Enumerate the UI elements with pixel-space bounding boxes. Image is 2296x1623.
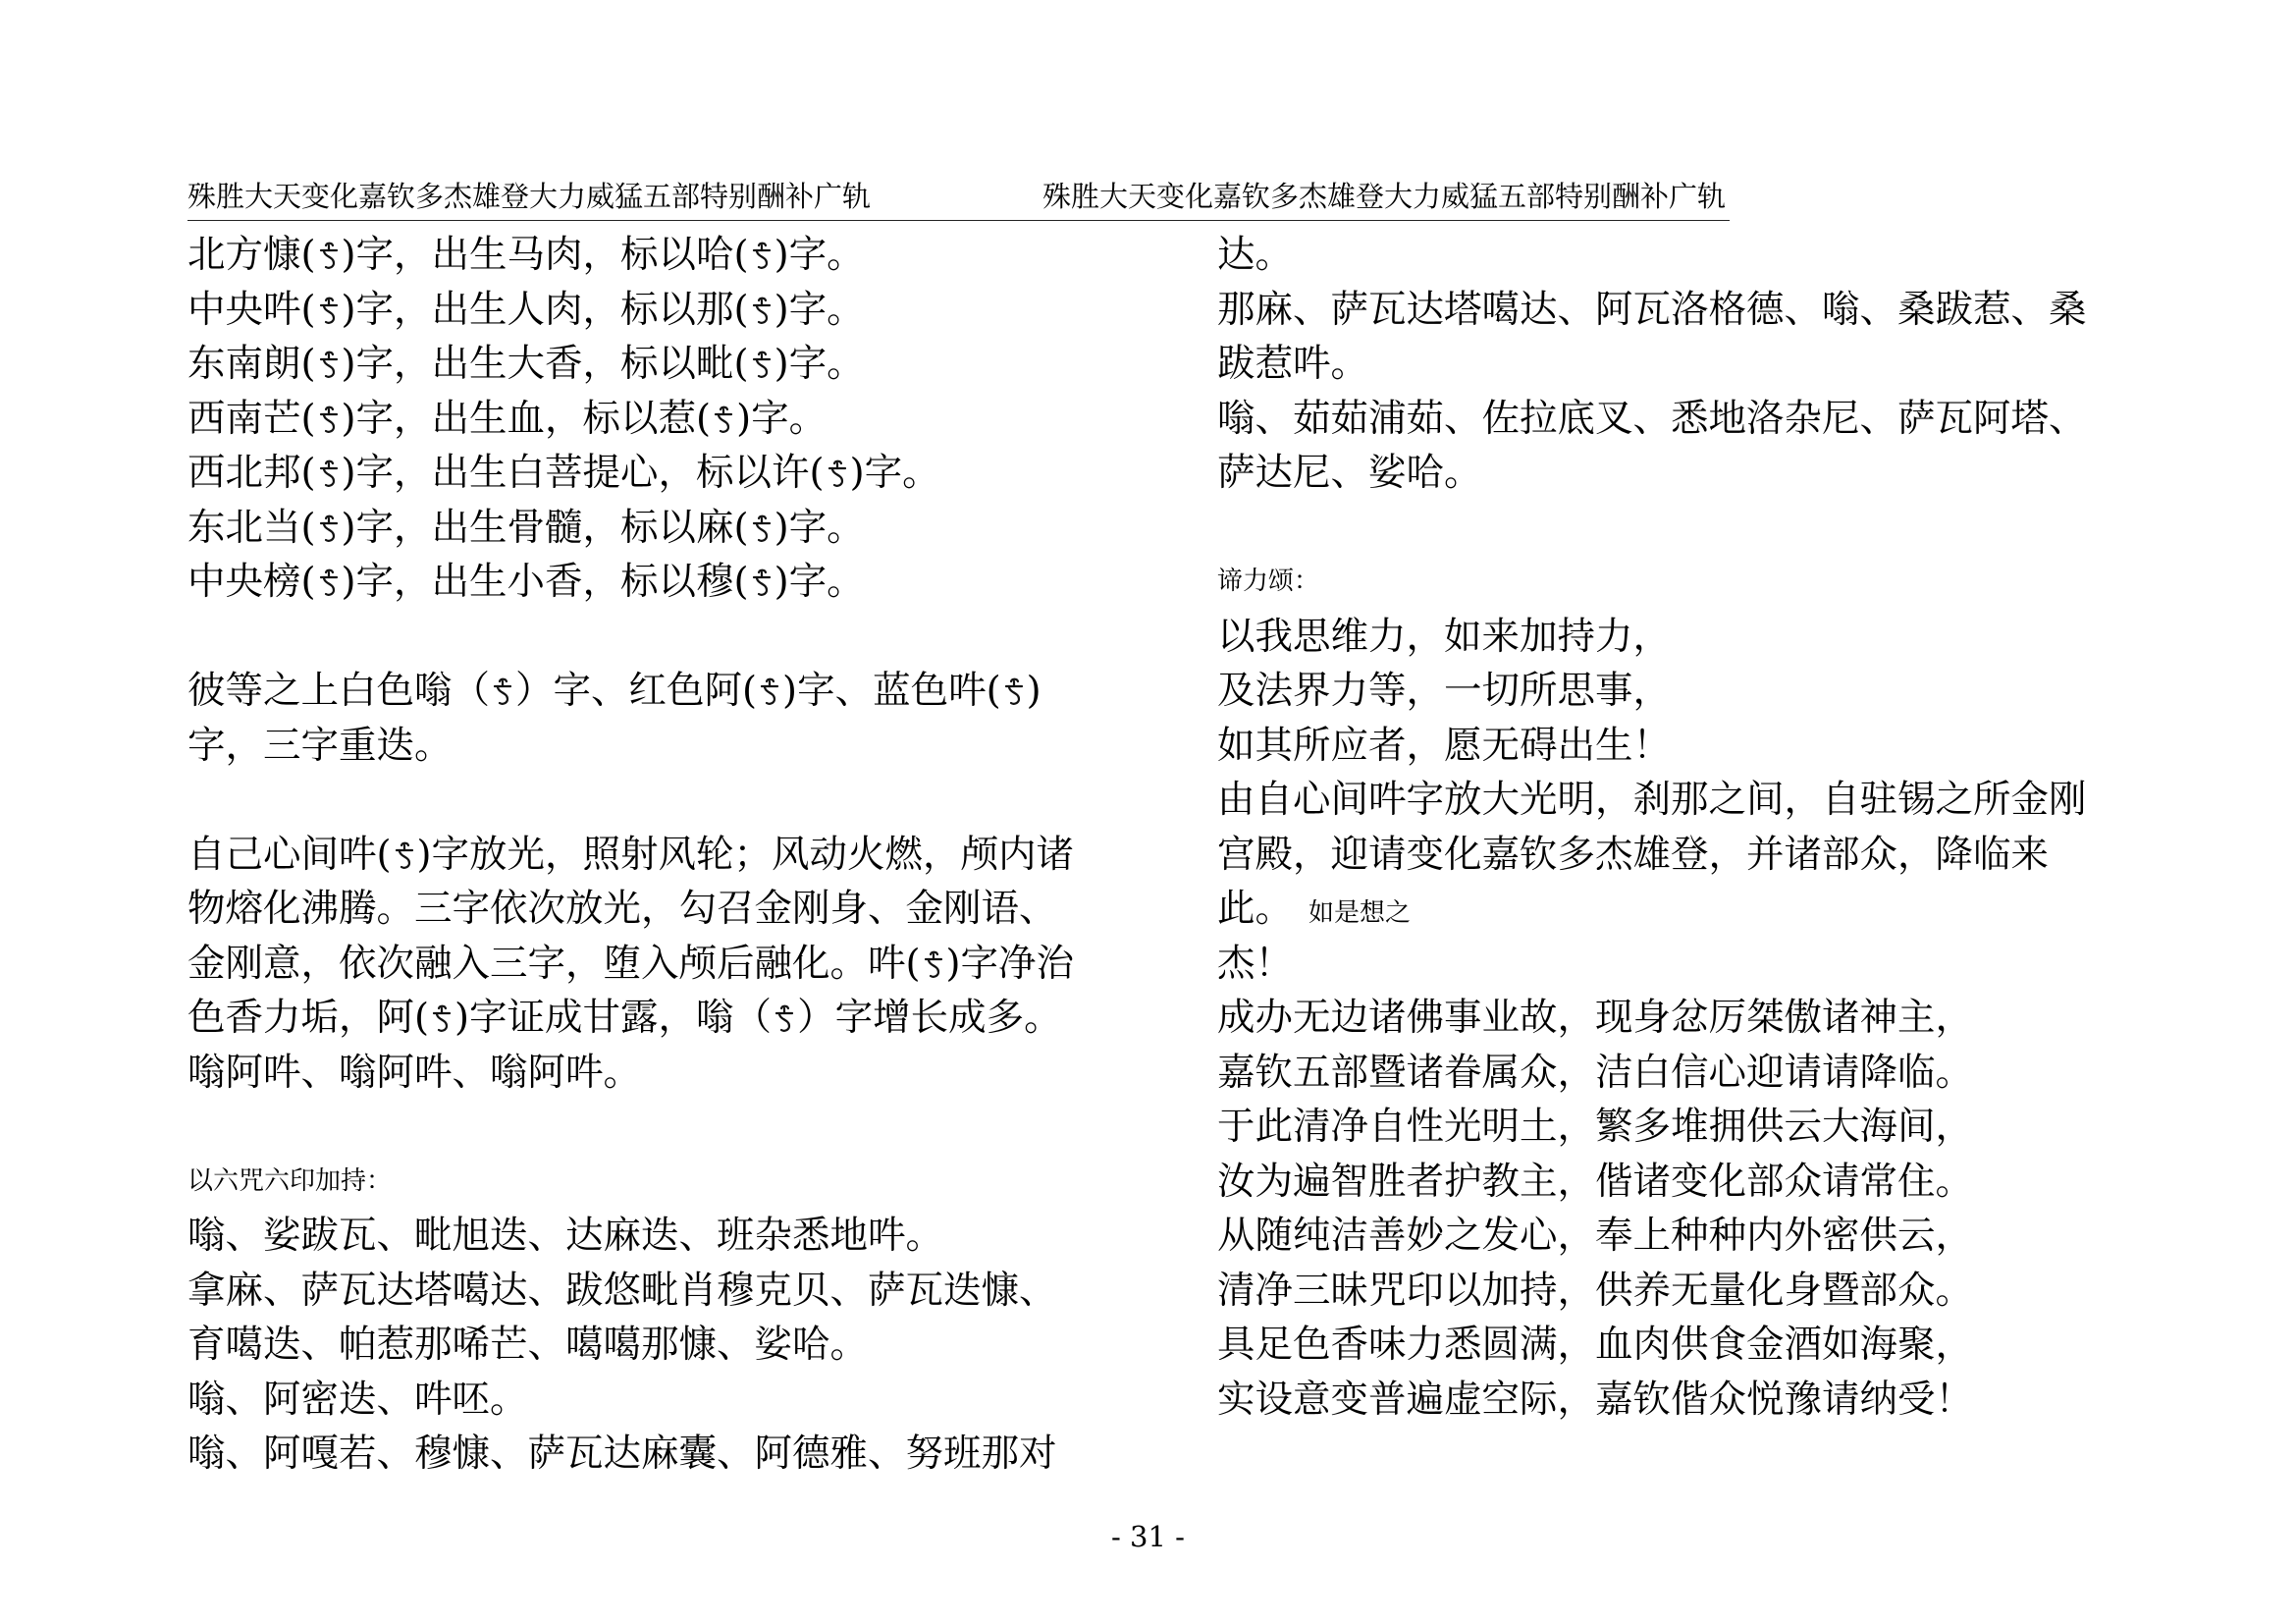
text-line: 宫殿，迎请变化嘉钦多杰雄登，并诸部众，降临来 (1217, 832, 2050, 877)
text-line: 达。 (1217, 233, 1294, 277)
tibetan-syllable-icon (316, 351, 342, 380)
tibetan-syllable-icon (1001, 677, 1027, 707)
verse-line: 嘉钦五部暨诸眷属众，洁白信心迎请请降临。 (1217, 1050, 1974, 1095)
tibetan-syllable-icon (429, 1004, 454, 1034)
mantra-line: 嗡、阿密迭、吽呸。 (187, 1377, 528, 1422)
verse-line: 清净三昧咒印以加持，供养无量化身暨部众。 (1217, 1268, 1974, 1313)
verse-line: 实设意变普遍虚空际，嘉钦偕众悦豫请纳受！ (1217, 1377, 1974, 1422)
tibetan-syllable-icon (825, 460, 850, 489)
tibetan-syllable-icon (749, 351, 774, 380)
tibetan-syllable-icon (316, 460, 342, 489)
text-line: 色香力垢，阿( )字证成甘露，嗡（ ）字增长成多。 (187, 996, 1062, 1040)
tibetan-syllable-icon (316, 406, 342, 435)
header-rule (187, 220, 1730, 221)
verse-line: 杰！ (1217, 941, 1294, 986)
text-line: 西南芒( )字，出生血，标以惹( )字。 (187, 396, 828, 441)
mantra-line: 嗡、娑跋瓦、毗旭迭、达麻迭、班杂悉地吽。 (187, 1214, 944, 1258)
mantra-line: 嗡、阿嘎若、穆慷、萨瓦达麻囊、阿德雅、努班那对 (187, 1432, 1057, 1476)
text-line: 中央吽( )字，出生人肉，标以那( )字。 (187, 287, 865, 332)
verse-line: 以我思维力，如来加持力， (1217, 614, 1672, 659)
left-column (187, 228, 1074, 1482)
text-line: 萨达尼、娑哈。 (1217, 451, 1482, 495)
tibetan-syllable-icon (711, 406, 736, 435)
text-line: 嗡、茹茹浦茹、佐拉底叉、悉地洛杂尼、萨瓦阿塔、 (1217, 396, 2087, 441)
page-number: - 31 - (1111, 1520, 1185, 1553)
tibetan-syllable-icon (316, 242, 342, 271)
running-header-left: 殊胜大天变化嘉钦多杰雄登大力威猛五部特别酬补广轨 (187, 180, 872, 213)
verse-line: 汝为遍智胜者护教主，偕诸变化部众请常住。 (1217, 1159, 1974, 1204)
text-line: 中央榜( )字，出生小香，标以穆( )字。 (187, 560, 865, 604)
tibetan-syllable-icon (316, 514, 342, 544)
tibetan-syllable-icon (749, 297, 774, 326)
text-line: 此。 如是想之 (1217, 887, 1412, 931)
verse-line: 从随纯洁善妙之发心，奉上种种内外密供云， (1217, 1214, 1974, 1258)
tibetan-syllable-icon (772, 1004, 797, 1034)
verse-line: 于此清净自性光明土，繁多堆拥供云大海间， (1217, 1105, 1974, 1149)
text-line: 跋惹吽。 (1217, 342, 1369, 386)
tibetan-syllable-icon (490, 677, 515, 707)
tibetan-syllable-icon (757, 677, 782, 707)
tibetan-syllable-icon (316, 568, 342, 598)
visualization-note: 如是想之 (1308, 898, 1412, 928)
text-line: 彼等之上白色嗡（ ）字、红色阿( )字、蓝色吽( ) (187, 669, 1041, 713)
text-line: 物熔化沸腾。三字依次放光，勾召金刚身、金刚语、 (187, 887, 1057, 931)
text-line: 金刚意，依次融入三字，堕入颅后融化。吽( )字净治 (187, 941, 1075, 986)
tibetan-syllable-icon (316, 297, 342, 326)
text-line: 由自心间吽字放大光明，刹那之间，自驻锡之所金刚 (1217, 778, 2087, 822)
text-line: 自己心间吽( )字放光，照射风轮；风动火燃，颅内诸 (187, 832, 1075, 877)
section-heading: 以六咒六印加持： (187, 1165, 393, 1196)
verse-line: 及法界力等，一切所思事， (1217, 669, 1672, 713)
section-heading: 谛力颂： (1217, 567, 1320, 596)
tibetan-syllable-icon (749, 568, 774, 598)
tibetan-syllable-icon (749, 242, 774, 271)
text-line: 字，三字重迭。 (187, 723, 453, 768)
tibetan-syllable-icon (392, 841, 417, 871)
text-line: 东北当( )字，出生骨髓，标以麻( )字。 (187, 505, 865, 550)
text-line: 那麻、萨瓦达塔噶达、阿瓦洛格德、嗡、桑跋惹、桑 (1217, 287, 2087, 332)
mantra-line: 拿麻、萨瓦达塔噶达、跋悠毗肖穆克贝、萨瓦迭慷、 (187, 1268, 1057, 1313)
right-column (1217, 228, 2087, 1427)
tibetan-syllable-icon (749, 514, 774, 544)
text-line: 东南朗( )字，出生大香，标以毗( )字。 (187, 342, 865, 386)
text-line: 嗡阿吽、嗡阿吽、嗡阿吽。 (187, 1050, 642, 1095)
text-line: 北方慷( )字，出生马肉，标以哈( )字。 (187, 233, 865, 277)
text-line: 西北邦( )字，出生白菩提心，标以许( )字。 (187, 451, 940, 495)
tibetan-syllable-icon (921, 950, 946, 980)
verse-line: 如其所应者，愿无碍出生！ (1217, 723, 1672, 768)
mantra-line: 育噶迭、帕惹那唏芒、噶噶那慷、娑哈。 (187, 1323, 869, 1367)
verse-line: 成办无边诸佛事业故，现身忿厉桀傲诸神主， (1217, 996, 1974, 1040)
running-header-right: 殊胜大天变化嘉钦多杰雄登大力威猛五部特别酬补广轨 (1042, 180, 1727, 213)
verse-line: 具足色香味力悉圆满，血肉供食金酒如海聚， (1217, 1323, 1974, 1367)
